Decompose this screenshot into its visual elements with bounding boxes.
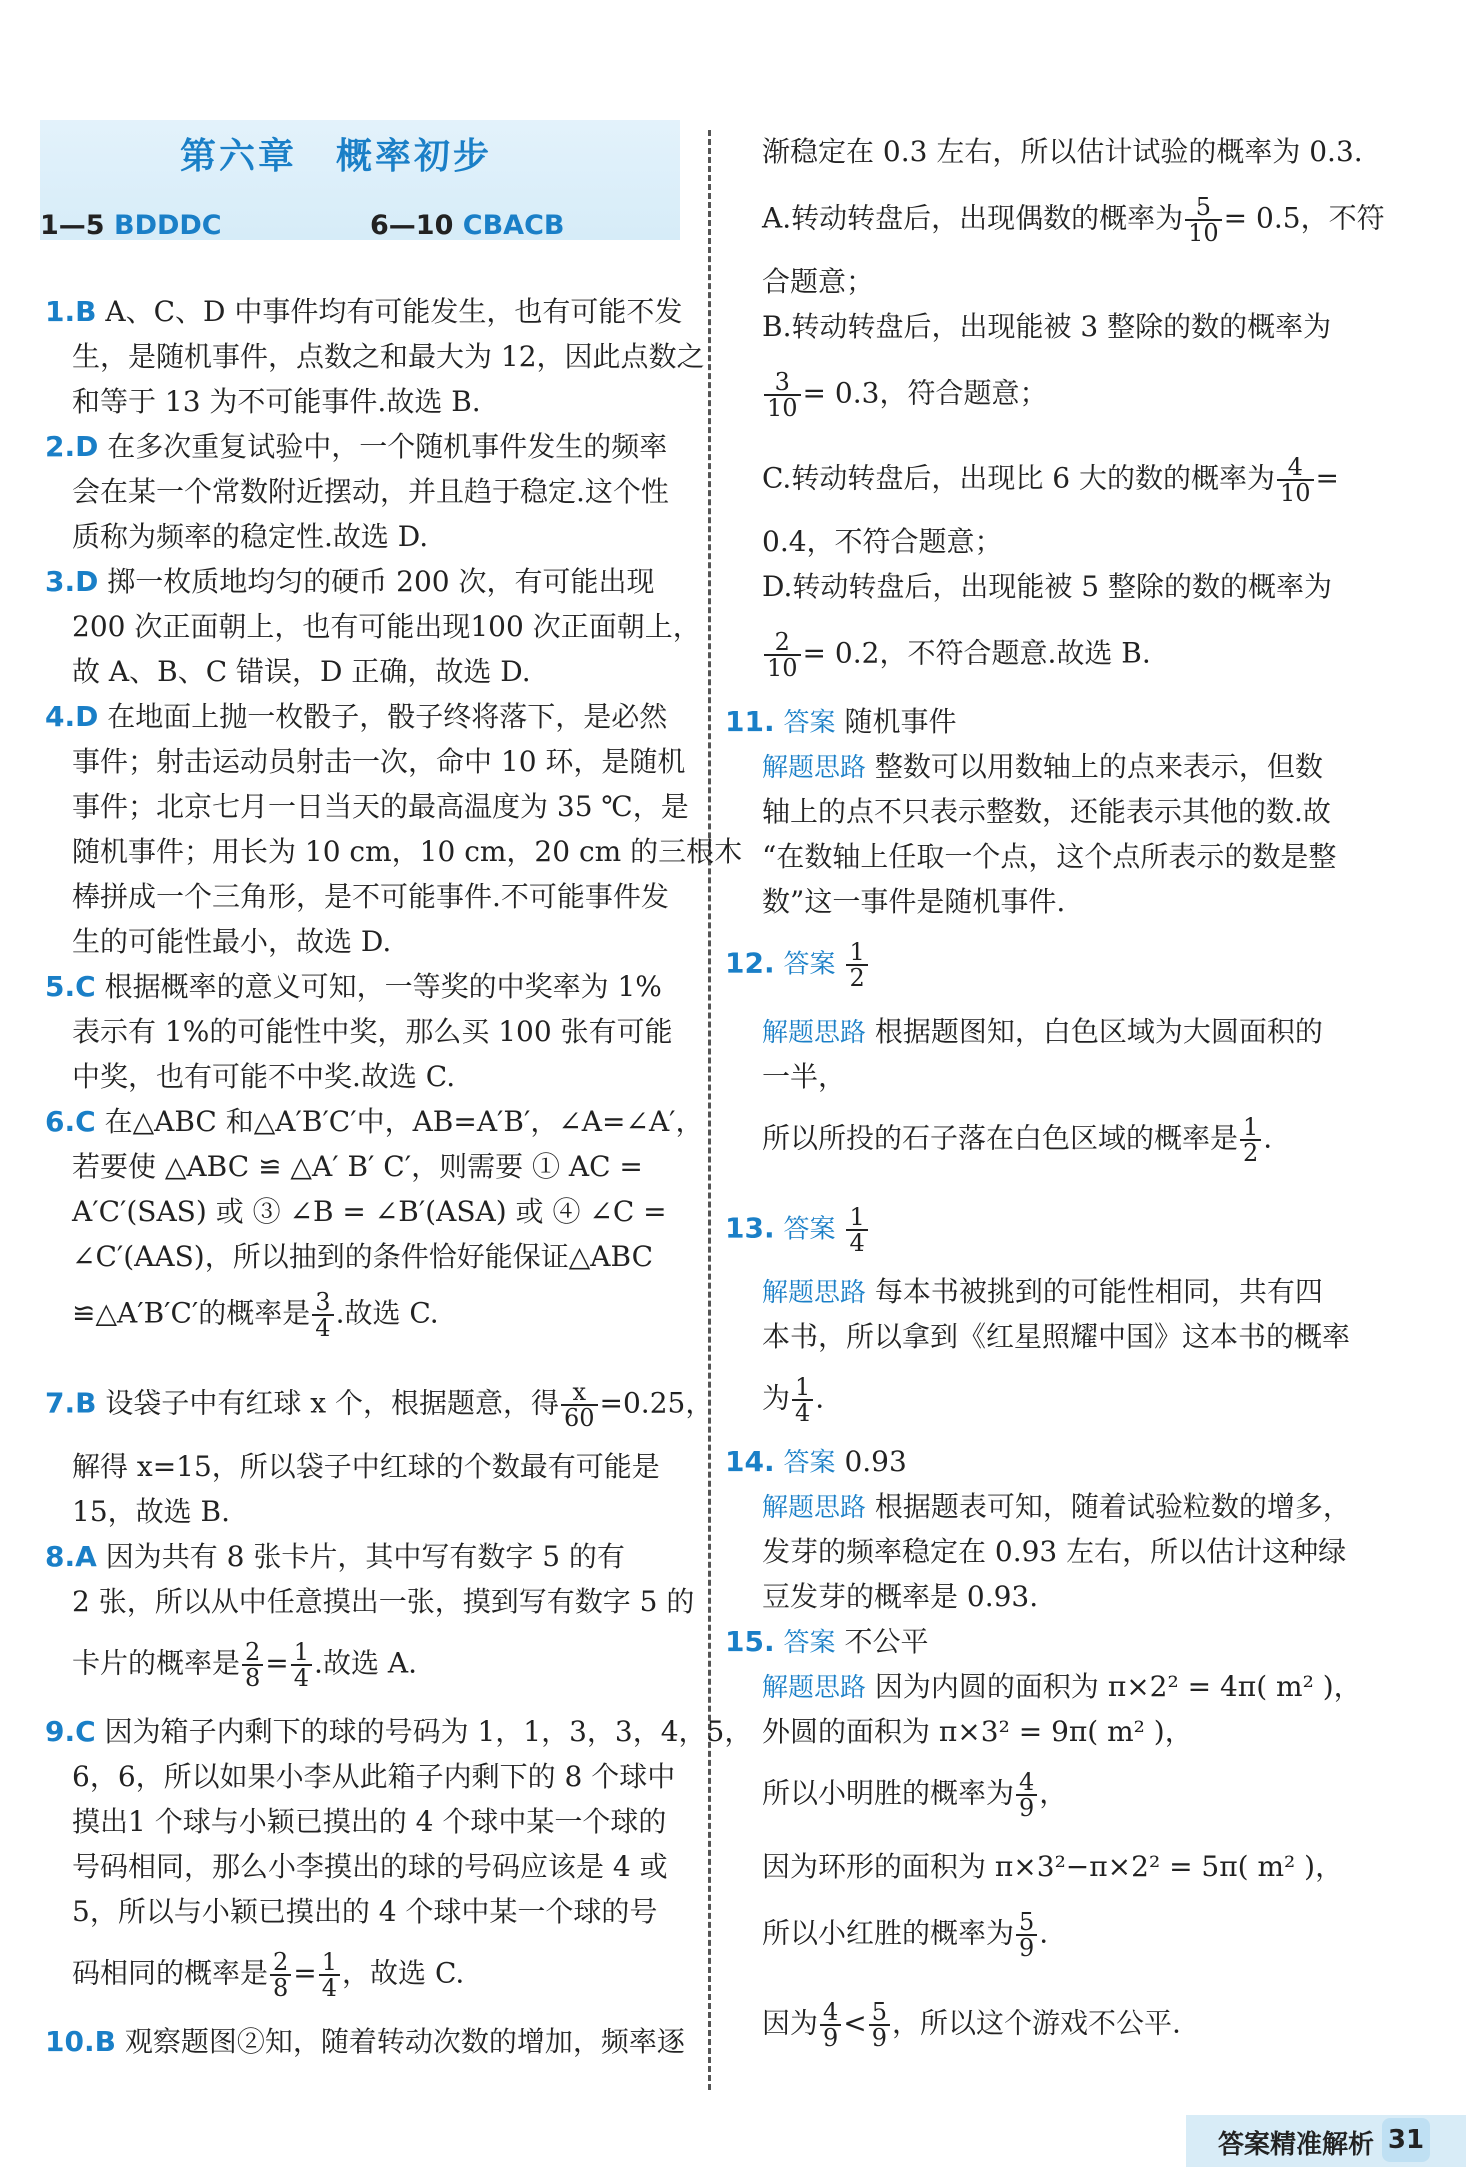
q7-line3: 15，故选 B.	[72, 1495, 231, 1528]
q10-option-b-line2: $\frac{3}{10}$ = 0.3，符合题意；	[762, 370, 1047, 420]
q1-line1: 1.B A、C、D 中事件均有可能发生，也有可能不发	[45, 295, 683, 328]
fraction: $\frac{3}{4}$	[312, 1290, 333, 1340]
q15-reasoning-line6: 因为 $\frac{4}{9}$ < $\frac{5}{9}$ ，所以这个游戏不公平.	[762, 1998, 1181, 2052]
q7-line1: 7.B 设袋子中有红球 x 个，根据题意，得 $\frac{x}{60}$ =0.25，	[45, 1378, 714, 1432]
q2-line3: 质称为频率的稳定性.故选 D.	[72, 520, 429, 553]
q10-option-c-line1: C.转动转盘后，出现比 6 大的数的概率为 $\frac{4}{10}$ =	[762, 453, 1339, 507]
q10-continued: 渐稳定在 0.3 左右，所以估计试验的概率为 0.3.	[762, 135, 1363, 168]
q4-line5: 棒拼成一个三角形，是不可能事件.不可能事件发	[72, 880, 669, 913]
q4-line6: 生的可能性最小，故选 D.	[72, 925, 392, 958]
q9-line6: 码相同的概率是 $\frac{2}{8}$ = $\frac{1}{4}$ ，故选 C.	[72, 1948, 465, 2002]
fraction: $\frac{1}{2}$	[846, 940, 867, 990]
q8-line1: 8.A 因为共有 8 张卡片，其中写有数字 5 的有	[45, 1540, 625, 1573]
q10-option-b-line1: B.转动转盘后，出现能被 3 整除的数的概率为	[762, 310, 1332, 343]
q9-line1: 9.C 因为箱子内剩下的球的号码为 1，1，3，3，4，5，	[45, 1715, 753, 1748]
q6-line5: ≌△A′B′C′的概率是 $\frac{3}{4}$ .故选 C.	[72, 1288, 439, 1342]
fraction: $\frac{1}{4}$	[319, 1950, 340, 2000]
q10-option-a-line1: A.转动转盘后，出现偶数的概率为 $\frac{5}{10}$ = 0.5，不符	[762, 193, 1385, 247]
fraction: $\frac{5}{10}$	[1185, 195, 1222, 245]
q2-line1: 2.D 在多次重复试验中，一个随机事件发生的频率	[45, 430, 668, 463]
q4-line3: 事件；北京七月一日当天的最高温度为 35 ℃，是	[72, 790, 689, 823]
q11-reasoning-line2: 轴上的点不只表示整数，还能表示其他的数.故	[762, 795, 1331, 828]
q15-reasoning-line3: 所以小明胜的概率为 $\frac{4}{9}$ ，	[762, 1768, 1068, 1822]
fraction: $\frac{1}{4}$	[291, 1640, 312, 1690]
q15-reasoning-line4: 因为环形的面积为 π×3²−π×2² = 5π( m² )，	[762, 1850, 1344, 1883]
fraction: $\frac{3}{10}$	[764, 370, 801, 420]
q4-line1: 4.D 在地面上抛一枚骰子，骰子终将落下，是必然	[45, 700, 668, 733]
q6-line3: A′C′(SAS) 或 ③ ∠B = ∠B′(ASA) 或 ④ ∠C =	[72, 1195, 667, 1228]
fraction: $\frac{2}{8}$	[270, 1950, 291, 2000]
fraction: $\frac{4}{10}$	[1277, 455, 1314, 505]
q10-option-a-line2: 合题意；	[762, 265, 875, 298]
footer-label: 答案精准解析	[1217, 2130, 1374, 2160]
q7-line2: 解得 x=15，所以袋子中红球的个数最有可能是	[72, 1450, 660, 1483]
fraction: $\frac{x}{60}$	[561, 1380, 598, 1430]
chapter-title: 第六章 概率初步	[180, 135, 493, 177]
q12-answer: 12. 答案 $\frac{1}{2}$	[725, 940, 870, 990]
column-divider	[708, 130, 711, 2090]
fraction: $\frac{1}{4}$	[792, 1375, 813, 1425]
q10-option-c-line2: 0.4，不符合题意；	[762, 525, 1003, 558]
q2-line2: 会在某一个常数附近摆动，并且趋于稳定.这个性	[72, 475, 669, 508]
q10-option-d-line2: $\frac{2}{10}$ = 0.2，不符合题意.故选 B.	[762, 630, 1151, 680]
q11-reasoning-line3: “在数轴上任取一个点，这个点所表示的数是整	[762, 840, 1337, 873]
q9-line5: 5，所以与小颖已摸出的 4 个球中某一个球的号	[72, 1895, 658, 1928]
q11-reasoning-line1: 解题思路 整数可以用数轴上的点来表示，但数	[762, 750, 1323, 783]
q6-line1: 6.C 在△ABC 和△A′B′C′中，AB=A′B′，∠A=∠A′，	[45, 1105, 704, 1138]
q15-answer: 15. 答案 不公平	[725, 1625, 929, 1658]
q15-reasoning-line1: 解题思路 因为内圆的面积为 π×2² = 4π( m² )，	[762, 1670, 1362, 1703]
q11-reasoning-line4: 数”这一事件是随机事件.	[762, 885, 1066, 918]
q6-line4: ∠C′(AAS)，所以抽到的条件恰好能保证△ABC	[72, 1240, 653, 1273]
q14-reasoning-line1: 解题思路 根据题表可知，随着试验粒数的增多，	[762, 1490, 1351, 1523]
q5-line3: 中奖，也有可能不中奖.故选 C.	[72, 1060, 456, 1093]
q13-reasoning-line1: 解题思路 每本书被挑到的可能性相同，共有四	[762, 1275, 1323, 1308]
q1-line2: 生，是随机事件，点数之和最大为 12，因此点数之	[72, 340, 705, 373]
q12-reasoning-line2: 一半，	[762, 1060, 847, 1093]
q10-option-d-line1: D.转动转盘后，出现能被 5 整除的数的概率为	[762, 570, 1332, 603]
answer-key-6-10: 6—10 CBACB	[370, 210, 565, 241]
fraction: $\frac{5}{9}$	[1016, 1910, 1037, 1960]
q9-line3: 摸出1 个球与小颖已摸出的 4 个球中某一个球的	[72, 1805, 667, 1838]
q8-line2: 2 张，所以从中任意摸出一张，摸到写有数字 5 的	[72, 1585, 695, 1618]
fraction: $\frac{1}{4}$	[846, 1205, 867, 1255]
q9-line2: 6，6，所以如果小李从此箱子内剩下的 8 个球中	[72, 1760, 676, 1793]
fraction: $\frac{2}{10}$	[764, 630, 801, 680]
fraction: $\frac{2}{8}$	[242, 1640, 263, 1690]
q15-reasoning-line2: 外圆的面积为 π×3² = 9π( m² )，	[762, 1715, 1193, 1748]
q3-line2: 200 次正面朝上，也有可能出现100 次正面朝上，	[72, 610, 701, 643]
q14-reasoning-line2: 发芽的频率稳定在 0.93 左右，所以估计这种绿	[762, 1535, 1347, 1568]
answer-key-1-5: 1—5 BDDDC	[40, 210, 222, 241]
q14-answer: 14. 答案 0.93	[725, 1445, 907, 1478]
q9-line4: 号码相同，那么小李摸出的球的号码应该是 4 或	[72, 1850, 668, 1883]
q5-line1: 5.C 根据概率的意义可知，一等奖的中奖率为 1%	[45, 970, 662, 1003]
q12-reasoning-line3: 所以所投的石子落在白色区域的概率是 $\frac{1}{2}$ .	[762, 1113, 1273, 1167]
q13-reasoning-line3: 为 $\frac{1}{4}$ .	[762, 1373, 825, 1427]
q14-reasoning-line3: 豆发芽的概率是 0.93.	[762, 1580, 1039, 1613]
fraction: $\frac{4}{9}$	[820, 2000, 841, 2050]
q5-line2: 表示有 1%的可能性中奖，那么买 100 张有可能	[72, 1015, 673, 1048]
fraction: $\frac{5}{9}$	[869, 2000, 890, 2050]
fraction: $\frac{4}{9}$	[1016, 1770, 1037, 1820]
q3-line3: 故 A、B、C 错误，D 正确，故选 D.	[72, 655, 531, 688]
q3-line1: 3.D 掷一枚质地均匀的硬币 200 次，有可能出现	[45, 565, 655, 598]
q4-line2: 事件；射击运动员射击一次，命中 10 环，是随机	[72, 745, 686, 778]
q13-answer: 13. 答案 $\frac{1}{4}$	[725, 1205, 870, 1255]
q12-reasoning-line1: 解题思路 根据题图知，白色区域为大圆面积的	[762, 1015, 1323, 1048]
page-number: 31	[1382, 2118, 1430, 2162]
q11-answer: 11. 答案 随机事件	[725, 705, 957, 738]
q6-line2: 若要使 △ABC ≌ △A′ B′ C′，则需要 ① AC =	[72, 1150, 643, 1183]
q4-line4: 随机事件；用长为 10 cm，10 cm，20 cm 的三根木	[72, 835, 743, 868]
q10-line1: 10.B 观察题图②知，随着转动次数的增加，频率逐	[45, 2025, 685, 2058]
q8-line3: 卡片的概率是 $\frac{2}{8}$ = $\frac{1}{4}$ .故选 A.	[72, 1638, 417, 1692]
q1-line3: 和等于 13 为不可能事件.故选 B.	[72, 385, 481, 418]
q15-reasoning-line5: 所以小红胜的概率为 $\frac{5}{9}$ .	[762, 1908, 1049, 1962]
q13-reasoning-line2: 本书，所以拿到《红星照耀中国》这本书的概率	[762, 1320, 1351, 1353]
fraction: $\frac{1}{2}$	[1240, 1115, 1261, 1165]
